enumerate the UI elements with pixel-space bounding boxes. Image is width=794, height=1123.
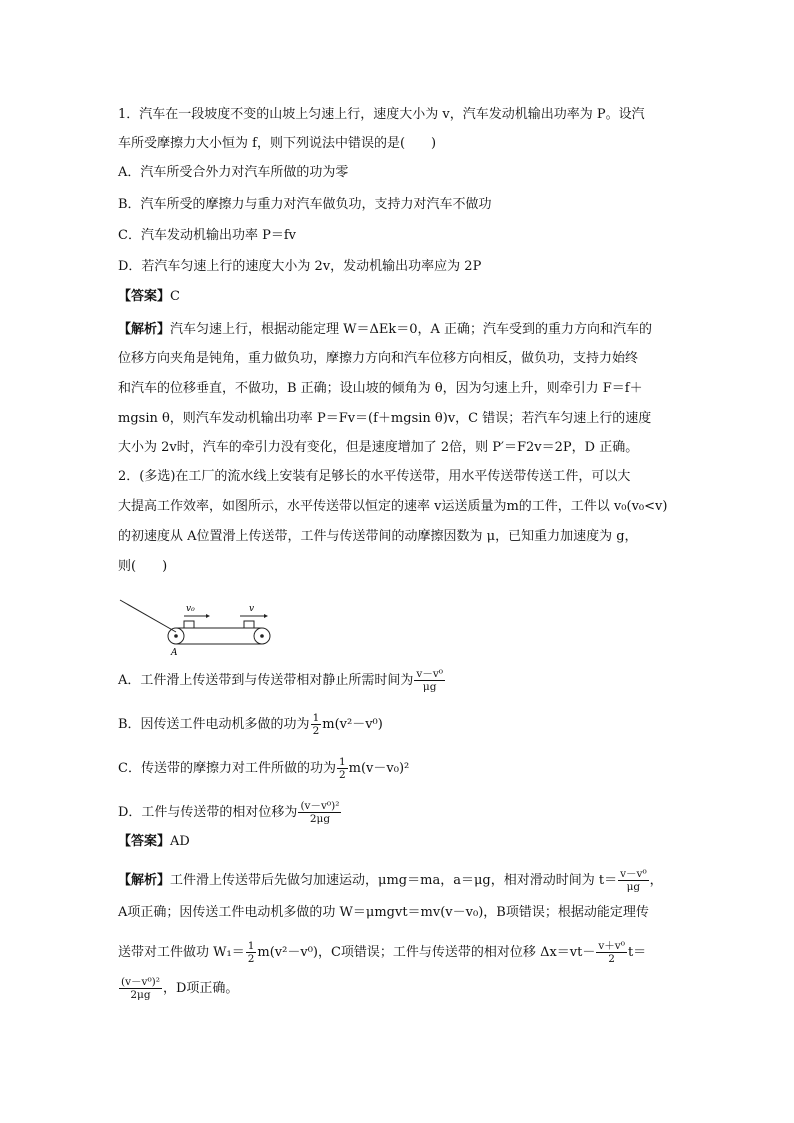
- option-a-text: A．工件滑上传送带到与传送带相对静止所需时间为: [118, 673, 414, 688]
- q1-option-d: D．若汽车匀速上行的速度大小为 2v，发动机输出功率应为 2P: [118, 259, 482, 274]
- q2-stem-line4: 则( ): [118, 559, 168, 574]
- q1-analysis-line5: 大小为 2v时，汽车的牵引力没有变化，但是速度增加了 2倍，则 P′＝F2v＝2P，D 正确。: [118, 440, 639, 455]
- q2-stem-line1: 2．(多选)在工厂的流水线上安装有足够长的水平传送带，用水平传送带传送工件，可以大: [118, 469, 631, 484]
- answer-tag: 【答案】: [118, 289, 171, 304]
- fraction-denominator: 2: [312, 725, 320, 737]
- q2-option-d: [118, 800, 342, 825]
- q1-option-a: A．汽车所受合外力对汽车所做的功为零: [118, 165, 349, 180]
- fraction-denominator: 2: [247, 953, 255, 965]
- fraction-numerator: v＋v⁰: [598, 940, 625, 952]
- incline-line: [120, 600, 176, 632]
- option-d-text: D．工件与传送带的相对位移为: [118, 805, 298, 820]
- option-c-text: C．传送带的摩擦力对工件所做的功为: [118, 761, 336, 776]
- fraction-numerator: (v－v⁰)²: [121, 976, 160, 988]
- analysis-text: 工件滑上传送带后先做匀加速运动，μmg＝ma，a＝μg，相对滑动时间为 t＝: [170, 873, 618, 888]
- q2-stem-line2: 大提高工作效率，如图所示，水平传送带以恒定的速率 v运送质量为m的工件，工件以 v₀(v₀<v): [118, 499, 668, 514]
- analysis-text: t＝: [627, 945, 647, 960]
- fraction-numerator: v－v⁰: [416, 668, 443, 680]
- q1-answer: [118, 288, 180, 306]
- fraction-numerator: 1: [338, 756, 346, 768]
- left-pulley-axle: [174, 634, 178, 638]
- v0-label: v₀: [186, 604, 195, 614]
- q2-analysis-line1: [118, 868, 663, 893]
- v0-arrowhead: [206, 614, 210, 618]
- q2-analysis-line4: [118, 976, 238, 1001]
- q2-option-b: [118, 712, 383, 737]
- analysis-text: ，D项正确。: [162, 981, 239, 996]
- analysis-fraction: [246, 940, 257, 965]
- option-a-fraction: [414, 668, 445, 693]
- fraction-denominator: μg: [422, 681, 437, 693]
- q1-analysis-line4: mgsin θ，则汽车发动机输出功率 P＝Fv＝(f＋mgsin θ)v，C 错误；若汽车匀速上行的速度: [118, 411, 652, 426]
- a-label: A: [171, 648, 178, 658]
- fraction-denominator: 2μg: [309, 813, 331, 825]
- analysis-fraction: [596, 940, 627, 965]
- q2-analysis-line2: A项正确；因传送工件电动机多做的功 W＝μmgvt＝mv(v－v₀)，B项错误；根据动能定理传: [118, 905, 649, 920]
- analysis-tag: 【解析】: [118, 322, 171, 337]
- v-label: v: [249, 604, 255, 614]
- q1-analysis-line3: 和汽车的位移垂直，不做功，B 正确；设山坡的倾角为 θ，因为匀速上升，则牵引力 F＝f＋: [118, 381, 643, 396]
- workpiece-1: [184, 621, 194, 628]
- option-b-fraction: [311, 712, 322, 737]
- fraction-numerator: (v－v⁰)²: [300, 800, 340, 812]
- fraction-denominator: 2μg: [130, 989, 151, 1001]
- q1-analysis-line2: 位移方向夹角是钝角，重力做负功，摩擦力方向和汽车位移方向相反，做负功，支持力始终: [118, 351, 639, 366]
- fraction-numerator: 1: [312, 712, 320, 724]
- conveyor-diagram: [118, 596, 288, 658]
- analysis-fraction: [119, 976, 162, 1001]
- analysis-text: ，: [649, 873, 663, 888]
- workpiece-2: [244, 621, 254, 628]
- q1-analysis-line1: [118, 321, 652, 339]
- right-pulley-axle: [260, 634, 264, 638]
- q2-analysis-line3: [118, 940, 646, 965]
- q1-stem-line2: 车所受摩擦力大小恒为 f，则下列说法中错误的是( ): [118, 136, 437, 151]
- analysis-tag: 【解析】: [118, 873, 171, 888]
- fraction-denominator: μg: [626, 881, 641, 893]
- option-d-fraction: [298, 800, 341, 825]
- option-b-text: B．因传送工件电动机多做的功为: [118, 717, 310, 732]
- analysis-fraction: [618, 868, 649, 893]
- answer-tag: 【答案】: [118, 834, 171, 849]
- fraction-numerator: v－v⁰: [620, 868, 647, 880]
- option-b-tail: m(v²－v⁰): [322, 717, 383, 732]
- analysis-text: 送带对工件做功 W₁＝: [118, 945, 245, 960]
- q1-option-c: C．汽车发动机输出功率 P＝fv: [118, 228, 296, 243]
- fraction-denominator: 2: [338, 769, 346, 781]
- answer-value: AD: [170, 834, 190, 849]
- answer-value: C: [170, 289, 180, 304]
- analysis-text: m(v²－v⁰)，C项错误；工件与传送带的相对位移 Δx＝vt－: [257, 945, 596, 960]
- option-c-fraction: [337, 756, 348, 781]
- q1-stem-line1: 1．汽车在一段坡度不变的山坡上匀速上行，速度大小为 v，汽车发动机输出功率为 P。设汽: [118, 107, 645, 122]
- v-arrowhead: [264, 614, 268, 618]
- option-c-tail: m(v－v₀)²: [348, 761, 410, 776]
- fraction-denominator: 2: [608, 953, 615, 965]
- analysis-text: 汽车匀速上行，根据动能定理 W＝ΔEk＝0，A 正确；汽车受到的重力方向和汽车的: [170, 322, 653, 337]
- q2-stem-line3: 的初速度从 A位置滑上传送带，工件与传送带间的动摩擦因数为 μ，已知重力加速度为 g，: [118, 529, 638, 544]
- q2-answer: [118, 833, 190, 851]
- q2-option-a: [118, 668, 446, 693]
- q1-option-b: B．汽车所受的摩擦力与重力对汽车做负功，支持力对汽车不做功: [118, 197, 492, 212]
- fraction-numerator: 1: [247, 940, 255, 952]
- q2-option-c: [118, 756, 409, 781]
